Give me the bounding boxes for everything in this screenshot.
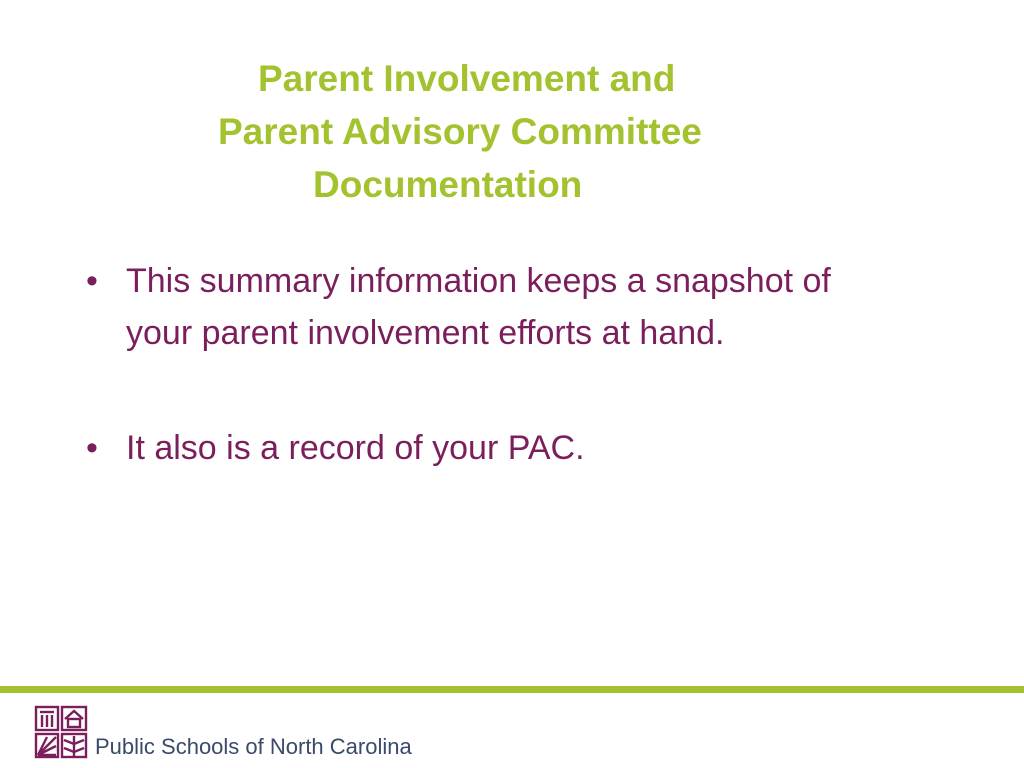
bullet-dot-icon: • <box>86 262 98 300</box>
bullet-list <box>0 255 1024 474</box>
slide-title <box>0 52 1024 211</box>
footer-divider <box>0 686 1024 693</box>
nc-public-schools-logo-icon <box>34 704 90 760</box>
footer-org-name: Public Schools of North Carolina <box>95 734 412 759</box>
bullet-dot-icon: • <box>86 429 98 467</box>
title-line-1: Parent Involvement and <box>258 58 676 99</box>
title-line-3: Documentation <box>313 164 583 205</box>
bullet-text: This summary information keeps a snapshot of your parent involvement efforts at hand. <box>126 262 831 352</box>
title-line-2: Parent Advisory Committee <box>218 111 702 152</box>
bullet-text: It also is a record of your PAC. <box>126 429 585 467</box>
bullet-item <box>0 255 846 359</box>
bullet-item <box>0 422 846 474</box>
